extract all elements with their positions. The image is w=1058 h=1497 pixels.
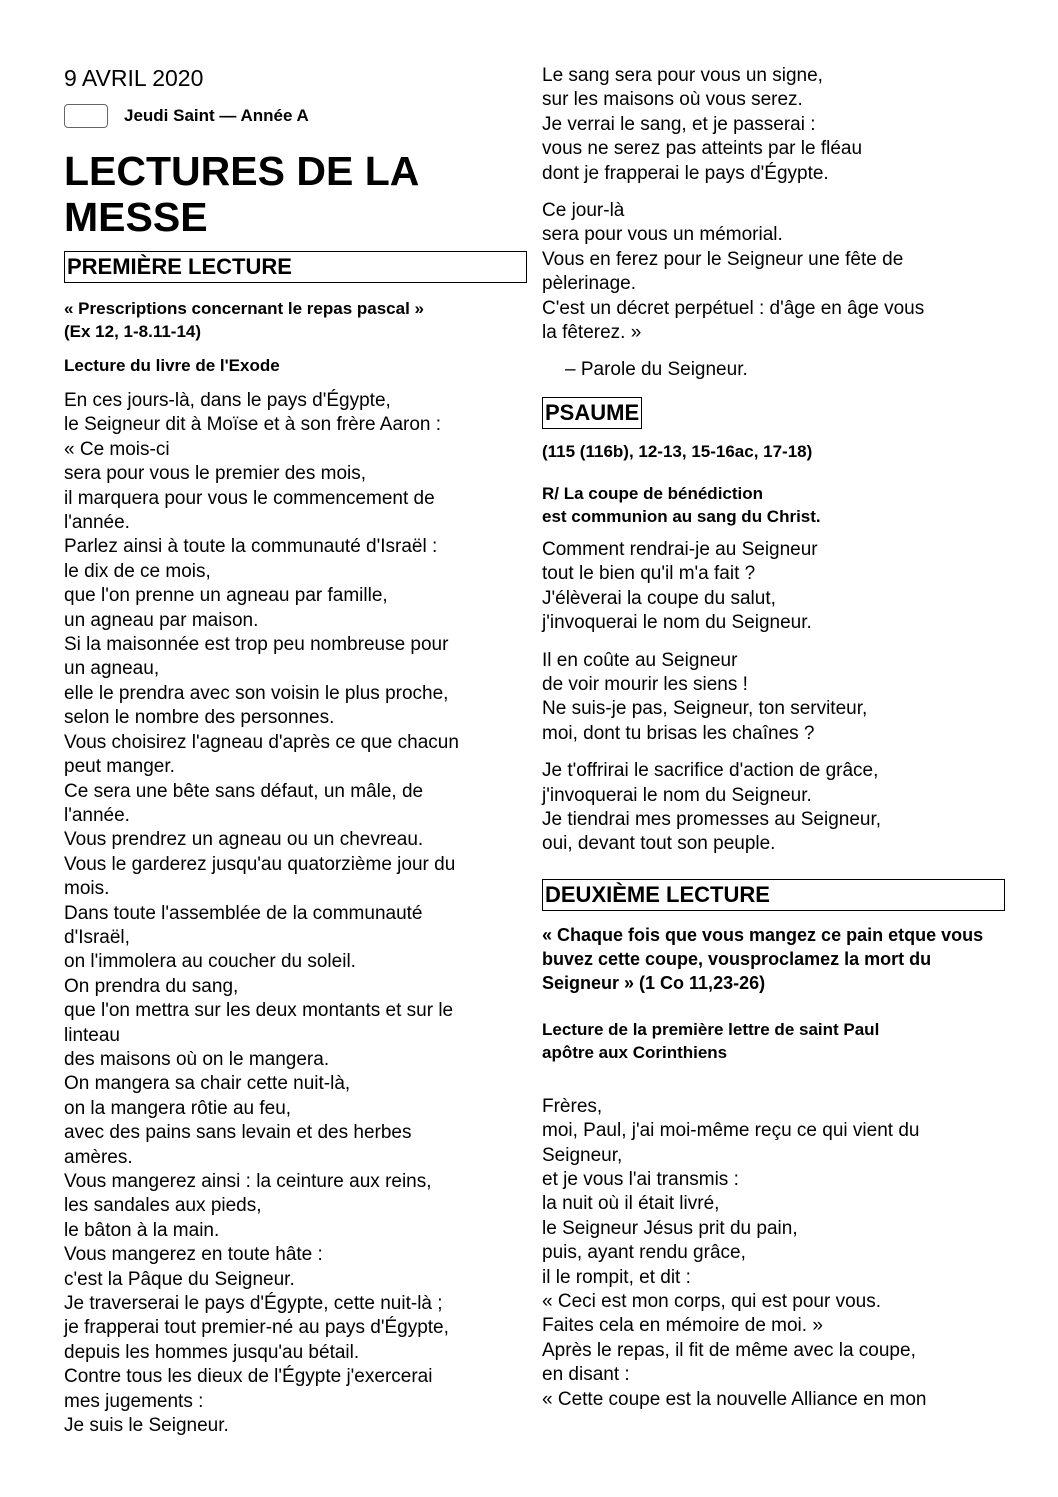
psalm-reference: (115 (116b), 12-13, 15-16ac, 17-18) — [542, 441, 813, 461]
text-line: puis, ayant rendu grâce, — [542, 1242, 746, 1264]
text-line: Vous mangerez en toute hâte : — [64, 1244, 323, 1266]
psalm-stanza — [542, 649, 1005, 747]
page-title — [64, 148, 527, 240]
text-line: 23-26) — [713, 972, 766, 993]
text-line: sera pour vous le premier des mois, — [64, 463, 367, 485]
text-line: Je traverserai le pays d'Égypte, cette nuit-là ; — [64, 1293, 443, 1315]
text-line: c'est la Pâque du Seigneur. — [64, 1268, 295, 1290]
text-line: un agneau, — [64, 658, 160, 680]
text-line: tout le bien qu'il m'a fait ? — [542, 563, 756, 585]
text-line: des maisons où on le mangera. — [64, 1048, 330, 1070]
text-line: selon le nombre des personnes. — [64, 707, 335, 729]
liturgy-row — [64, 103, 527, 129]
text-line: sera pour vous un mémorial. — [542, 224, 783, 246]
second-reading-source-line: apôtre aux Corinthiens — [542, 1042, 728, 1062]
text-line: Parlez ainsi à toute la communauté d'Israël : — [64, 536, 438, 558]
first-reading-subtitle — [64, 297, 527, 343]
text-line: On mangera sa chair cette nuit-là, — [64, 1073, 351, 1095]
text-line: Ce jour-là — [542, 200, 625, 222]
text-line: En ces jours-là, dans le pays d'Égypte, — [64, 390, 391, 411]
text-line: Ce sera une bête sans défaut, un mâle, de — [64, 780, 424, 802]
text-line: mois. — [64, 878, 110, 900]
psalm-refrain-line: R/ La coupe de bénédiction — [542, 483, 764, 503]
text-line: Contre tous les dieux de l'Égypte j'exercerai — [64, 1366, 433, 1388]
text-line: Dans toute l'assemblée de la communauté — [64, 902, 423, 924]
text-line: elle le prendra avec son voisin le plus proche, — [64, 682, 449, 704]
text-line: je frapperai tout premier-né au pays d'Égypte, — [64, 1317, 449, 1339]
liturgy-label: Jeudi Saint — Année A — [124, 106, 309, 125]
first-reading-continuation-2 — [542, 199, 1005, 345]
second-reading-source — [542, 1018, 1005, 1064]
text-line: Ne suis-je pas, Seigneur, ton serviteur, — [542, 698, 868, 720]
text-line: mes jugements : — [64, 1390, 204, 1412]
text-line: Le sang sera pour vous un signe, — [542, 65, 823, 86]
second-reading-text — [542, 1095, 1005, 1412]
text-line: Vous prendrez un agneau ou un chevreau. — [64, 829, 424, 851]
text-line: que l'on prenne un agneau par famille, — [64, 585, 388, 607]
first-reading-continuation-1 — [542, 64, 1005, 186]
text-line: pèlerinage. — [542, 273, 637, 295]
text-line: « Chaque fois que vous mangez ce pain et — [542, 924, 905, 945]
text-line: dont je frapperai le pays d'Égypte. — [542, 162, 829, 184]
text-line: l'année. — [64, 512, 130, 534]
text-line: j'invoquerai le nom du Seigneur. — [542, 784, 812, 806]
first-reading-subtitle-line: « Prescriptions concernant le repas pascal » — [64, 299, 424, 318]
first-reading-heading-box — [64, 251, 527, 283]
text-line: Je t'offrirai le sacrifice d'action de grâce, — [542, 760, 879, 782]
text-line: l'année. — [64, 804, 130, 826]
text-line: « Cette coupe est la nouvelle Alliance en mon — [542, 1388, 927, 1410]
text-line: avec des pains sans levain et des herbes — [64, 1122, 412, 1144]
text-line: le Seigneur dit à Moïse et à son frère Aaron : — [64, 414, 442, 436]
text-line: la fêterez. » — [542, 322, 642, 344]
text-line: un agneau par maison. — [64, 609, 259, 631]
first-reading-text — [64, 389, 527, 1438]
text-line: Vous le garderez jusqu'au quatorzième jour du — [64, 853, 456, 875]
text-line: Je suis le Seigneur. — [64, 1415, 229, 1437]
text-line: J'élèverai la coupe du salut, — [542, 587, 776, 609]
text-line: depuis les hommes jusqu'au bétail. — [64, 1341, 360, 1363]
psalm-refrain — [542, 482, 1005, 528]
text-line: oui, devant tout son peuple. — [542, 833, 776, 855]
psalm-stanza — [542, 538, 1005, 636]
psalm-refrain-line: est communion au sang du Christ. — [542, 506, 821, 526]
text-line: Je tiendrai mes promesses au Seigneur, — [542, 808, 882, 830]
text-line: Si la maisonnée est trop peu nombreuse pour — [64, 634, 449, 656]
date: 9 AVRIL 2020 — [64, 65, 204, 91]
text-line: le dix de ce mois, — [64, 560, 211, 582]
first-reading-heading: PREMIÈRE LECTURE — [67, 254, 292, 279]
text-line: moi, Paul, j'ai moi-même reçu ce qui vient du — [542, 1120, 920, 1142]
page-title-line-2: MESSE — [64, 194, 208, 240]
second-reading-source-line: Lecture de la première lettre de saint Paul — [542, 1019, 880, 1039]
text-line: Je verrai le sang, et je passerai : — [542, 113, 816, 135]
second-reading-heading: DEUXIÈME LECTURE — [545, 881, 770, 907]
text-line: Frères, — [542, 1095, 603, 1117]
text-line: que vous buvez cette coupe, vous — [542, 924, 984, 969]
text-line: on l'immolera au coucher du soleil. — [64, 951, 356, 973]
text-line: Comment rendrai-je au Seigneur — [542, 538, 818, 560]
first-reading-source: Lecture du livre de l'Exode — [64, 356, 280, 375]
text-line: « Ceci est mon corps, qui est pour vous. — [542, 1291, 881, 1312]
text-line: le bâton à la main. — [64, 1219, 220, 1241]
text-line: et je vous l'ai transmis : — [542, 1168, 739, 1190]
text-line: Vous en ferez pour le Seigneur une fête de — [542, 248, 904, 270]
first-reading-closing: – Parole du Seigneur. — [565, 359, 748, 381]
psalm-heading: PSAUME — [545, 399, 640, 425]
text-line: sur les maisons où vous serez. — [542, 89, 803, 111]
text-line: Après le repas, il fit de même avec la coupe, — [542, 1339, 916, 1361]
text-line: peut manger. — [64, 756, 175, 778]
liturgical-color-box — [64, 104, 108, 128]
text-line: « Ce mois-ci — [64, 438, 170, 460]
text-line: la nuit où il était livré, — [542, 1193, 720, 1215]
text-line: Faites cela en mémoire de moi. » — [542, 1315, 823, 1337]
text-line: on la mangera rôtie au feu, — [64, 1097, 292, 1119]
text-line: moi, dont tu brisas les chaînes ? — [542, 722, 815, 744]
text-line: vous ne serez pas atteints par le fléau — [542, 138, 863, 160]
first-reading-subtitle-line: (Ex 12, 1-8.11-14) — [64, 322, 202, 341]
second-reading-heading-box — [542, 879, 1005, 911]
text-line: il marquera pour vous le commencement de — [64, 487, 435, 509]
text-line: en disant : — [542, 1364, 630, 1386]
psalm-heading-box — [542, 397, 642, 429]
text-line: On prendra du sang, — [64, 975, 239, 997]
text-line: proclamez la mort du Seigneur » (1 Co 11, — [542, 948, 932, 993]
right-column — [542, 64, 1005, 1412]
text-line: Seigneur, — [542, 1144, 623, 1166]
psalm-stanza — [542, 759, 1005, 857]
text-line: les sandales aux pieds, — [64, 1195, 262, 1217]
text-line: amères. — [64, 1146, 133, 1168]
text-line: Vous choisirez l'agneau d'après ce que chacun — [64, 731, 459, 753]
text-line: le Seigneur Jésus prit du pain, — [542, 1217, 798, 1239]
text-line: d'Israël, — [64, 926, 130, 948]
text-line: linteau — [64, 1024, 120, 1046]
text-line: que l'on mettra sur les deux montants et sur le — [64, 1000, 454, 1022]
text-line: Vous mangerez ainsi : la ceinture aux reins, — [64, 1171, 432, 1192]
text-line: C'est un décret perpétuel : d'âge en âge vous — [542, 297, 925, 319]
text-line: Il en coûte au Seigneur — [542, 649, 738, 671]
second-reading-subtitle — [542, 923, 1005, 995]
text-line: j'invoquerai le nom du Seigneur. — [542, 612, 812, 634]
text-line: de voir mourir les siens ! — [542, 673, 748, 695]
text-line: il le rompit, et dit : — [542, 1266, 691, 1288]
page-title-line-1: LECTURES DE LA — [64, 148, 420, 194]
left-column — [64, 64, 527, 1438]
